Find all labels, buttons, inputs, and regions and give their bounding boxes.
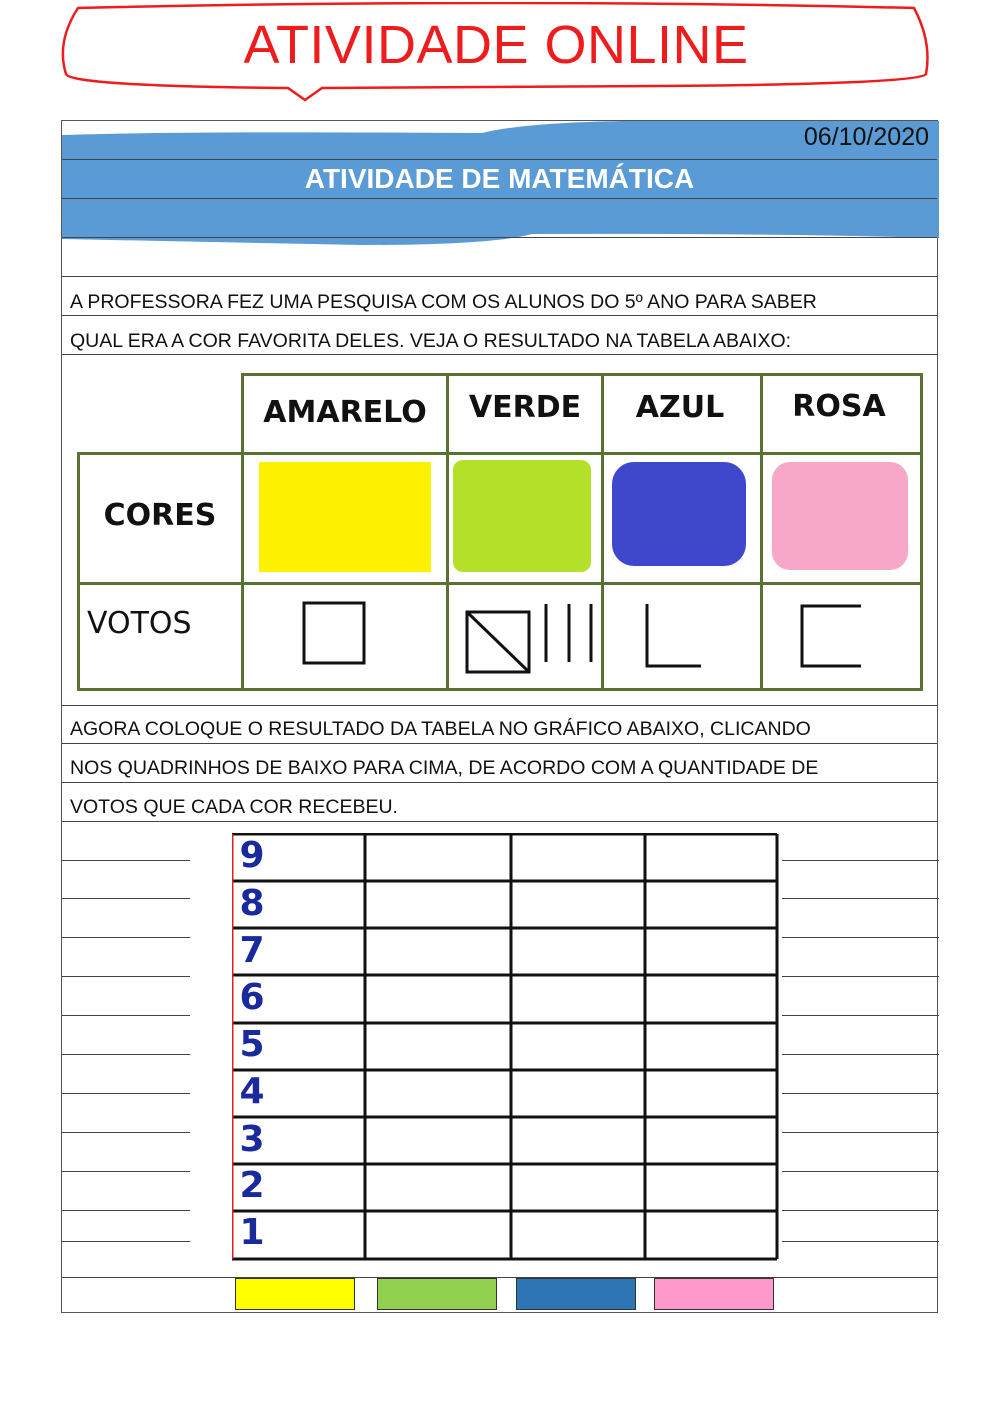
graph-cell-azul-8[interactable] bbox=[513, 882, 644, 927]
y-label-1: 1 bbox=[239, 1212, 265, 1253]
rule-line bbox=[62, 705, 937, 706]
y-label-8: 8 bbox=[239, 883, 265, 924]
tally-marks bbox=[241, 582, 923, 691]
intro-line-1: A PROFESSORA FEZ UMA PESQUISA COM OS ALUNOS DO 5º ANO PARA SABER bbox=[70, 291, 817, 313]
graph-cell-amarelo-8[interactable] bbox=[234, 882, 364, 927]
y-label-6: 6 bbox=[239, 977, 265, 1018]
instruction-line-3: VOTOS QUE CADA COR RECEBEU. bbox=[70, 796, 398, 818]
swatch-amarelo bbox=[259, 462, 431, 572]
column-header-azul: AZUL bbox=[635, 390, 725, 425]
graph-cell-amarelo-9[interactable] bbox=[234, 835, 364, 880]
graph-cell-azul-7[interactable] bbox=[513, 929, 644, 974]
votos-label: VOTOS bbox=[87, 606, 192, 641]
banner-title: ATIVIDADE ONLINE bbox=[243, 15, 749, 75]
rule-line bbox=[62, 276, 937, 277]
swatch-rosa bbox=[772, 462, 908, 570]
graph-cell-verde-8[interactable] bbox=[367, 882, 510, 927]
instruction-line-1: AGORA COLOQUE O RESULTADO DA TABELA NO GRÁFICO ABAIXO, CLICANDO bbox=[70, 718, 811, 740]
graph-cell-verde-3[interactable] bbox=[367, 1118, 510, 1163]
legend-rosa[interactable] bbox=[654, 1278, 774, 1310]
graph-cell-amarelo-2[interactable] bbox=[234, 1165, 364, 1210]
graph-cell-azul-5[interactable] bbox=[513, 1024, 644, 1069]
header-band bbox=[62, 121, 937, 246]
y-label-2: 2 bbox=[239, 1165, 265, 1206]
graph-cell-rosa-6[interactable] bbox=[647, 976, 776, 1022]
instruction-line-2: NOS QUADRINHOS DE BAIXO PARA CIMA, DE ACORDO COM A QUANTIDADE DE bbox=[70, 757, 819, 779]
legend-amarelo[interactable] bbox=[235, 1278, 355, 1310]
y-label-9: 9 bbox=[239, 835, 265, 876]
rule-line bbox=[62, 159, 937, 160]
graph-cell-verde-6[interactable] bbox=[367, 976, 510, 1022]
legend-verde[interactable] bbox=[377, 1278, 497, 1310]
swatch-azul bbox=[612, 462, 746, 566]
swatch-verde bbox=[453, 460, 591, 572]
graph-cell-amarelo-5[interactable] bbox=[234, 1024, 364, 1069]
graph-cell-amarelo-3[interactable] bbox=[234, 1118, 364, 1163]
graph-cell-azul-6[interactable] bbox=[513, 976, 644, 1022]
graph-cell-rosa-4[interactable] bbox=[647, 1071, 776, 1116]
rule-line bbox=[62, 198, 937, 199]
graph-cell-azul-4[interactable] bbox=[513, 1071, 644, 1116]
rule-line bbox=[62, 237, 937, 238]
graph-cell-verde-4[interactable] bbox=[367, 1071, 510, 1116]
colors-table bbox=[77, 373, 923, 691]
graph-cell-azul-2[interactable] bbox=[513, 1165, 644, 1210]
rule-line bbox=[62, 354, 937, 355]
color-legend bbox=[62, 1278, 939, 1310]
y-label-4: 4 bbox=[239, 1071, 265, 1112]
graph-cell-amarelo-7[interactable] bbox=[234, 929, 364, 974]
right-ruling bbox=[782, 821, 939, 1277]
graph-cell-rosa-5[interactable] bbox=[647, 1024, 776, 1069]
graph-cell-verde-5[interactable] bbox=[367, 1024, 510, 1069]
tally-amarelo bbox=[304, 603, 364, 663]
graph-cell-rosa-2[interactable] bbox=[647, 1165, 776, 1210]
graph-cell-rosa-1[interactable] bbox=[647, 1212, 776, 1258]
date: 06/10/2020 bbox=[803, 123, 929, 151]
rule-line bbox=[62, 782, 937, 783]
y-label-3: 3 bbox=[239, 1119, 265, 1160]
graph-cell-verde-2[interactable] bbox=[367, 1165, 510, 1210]
column-header-verde: VERDE bbox=[468, 390, 582, 425]
graph-cell-azul-3[interactable] bbox=[513, 1118, 644, 1163]
cores-label: CORES bbox=[103, 498, 217, 533]
graph-cell-rosa-9[interactable] bbox=[647, 835, 776, 880]
graph-cell-azul-1[interactable] bbox=[513, 1212, 644, 1258]
graph-cell-rosa-8[interactable] bbox=[647, 882, 776, 927]
intro-line-2: QUAL ERA A COR FAVORITA DELES. VEJA O RESULTADO NA TABELA ABAIXO: bbox=[70, 330, 792, 352]
y-label-5: 5 bbox=[239, 1024, 265, 1065]
tally-verde bbox=[467, 604, 591, 672]
bar-graph bbox=[232, 833, 792, 1265]
left-ruling bbox=[62, 821, 190, 1277]
worksheet bbox=[61, 120, 938, 1313]
column-header-amarelo: AMARELO bbox=[263, 395, 427, 430]
graph-cell-azul-9[interactable] bbox=[513, 835, 644, 880]
rule-line bbox=[62, 315, 937, 316]
graph-cell-amarelo-4[interactable] bbox=[234, 1071, 364, 1116]
y-label-7: 7 bbox=[239, 930, 265, 971]
graph-cell-rosa-7[interactable] bbox=[647, 929, 776, 974]
graph-cell-verde-9[interactable] bbox=[367, 835, 510, 880]
column-header-rosa: ROSA bbox=[792, 389, 886, 424]
legend-azul[interactable] bbox=[516, 1278, 636, 1310]
activity-title: ATIVIDADE DE MATEMÁTICA bbox=[304, 163, 695, 194]
graph-cell-verde-1[interactable] bbox=[367, 1212, 510, 1258]
graph-cell-verde-7[interactable] bbox=[367, 929, 510, 974]
tally-rosa bbox=[802, 606, 861, 666]
rule-line bbox=[62, 743, 937, 744]
graph-cell-amarelo-6[interactable] bbox=[234, 976, 364, 1022]
graph-cell-amarelo-1[interactable] bbox=[234, 1212, 364, 1258]
banner bbox=[60, 2, 932, 102]
tally-azul bbox=[647, 604, 701, 666]
graph-cell-rosa-3[interactable] bbox=[647, 1118, 776, 1163]
